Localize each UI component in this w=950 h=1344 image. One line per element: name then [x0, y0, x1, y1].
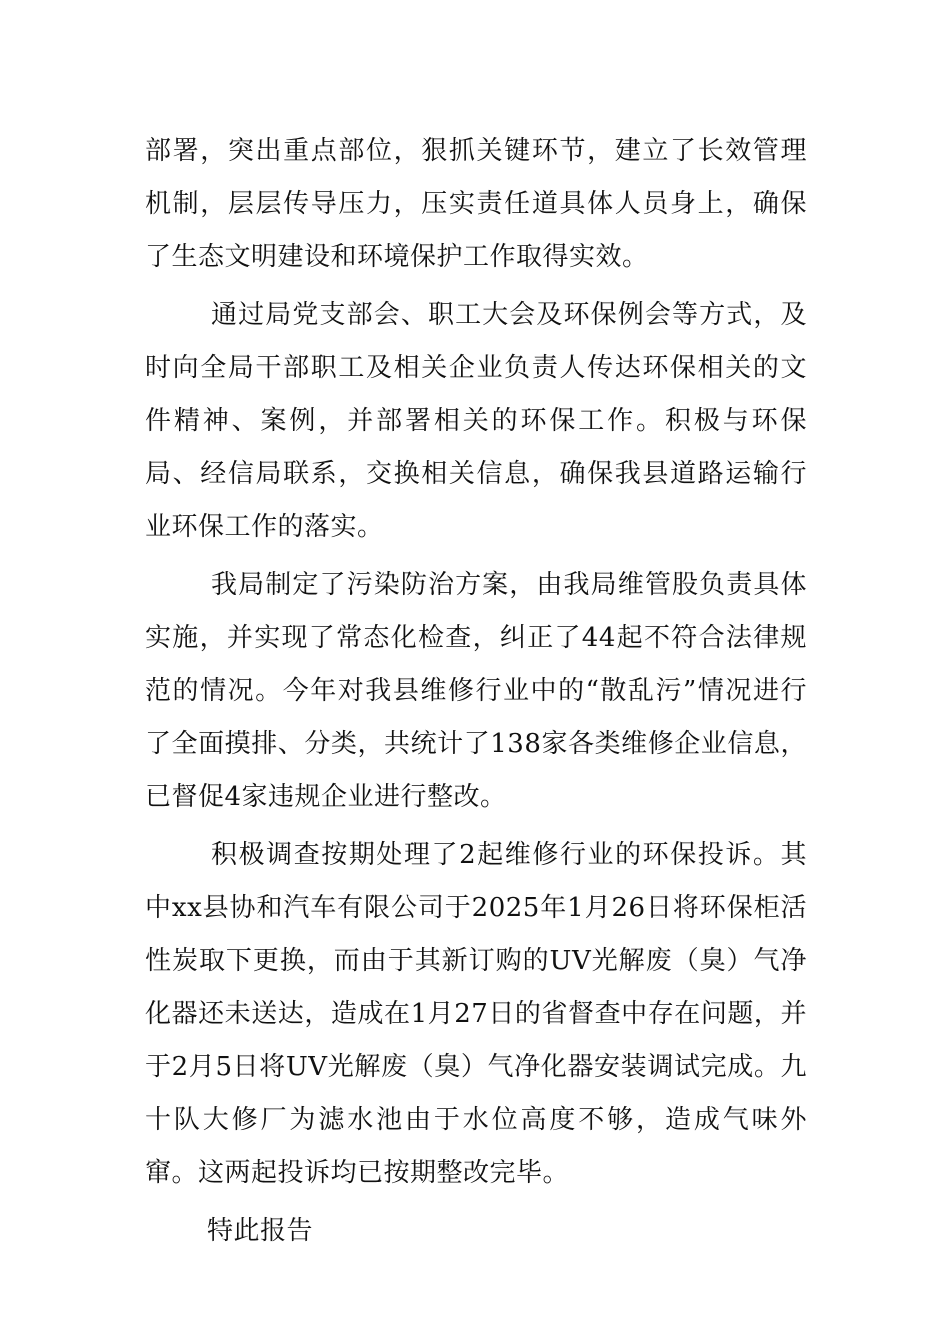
closing-line: 特此报告	[207, 1216, 314, 1246]
paragraph-2: 通过局党支部会、职工大会及环保例会等方式，及时向全局干部职工及相关企业负责人传达环保相关的文件精神、案例，并部署相关的环保工作。积极与环保局、经信局联系，交换相关信息，确保我县道路运输行业环保工作的落实。	[145, 300, 807, 542]
document-body	[145, 125, 807, 1258]
paragraph-1: 部署，突出重点部位，狠抓关键环节，建立了长效管理机制，层层传导压力，压实责任道具体人员身上，确保了生态文明建设和环境保护工作取得实效。	[145, 136, 807, 272]
paragraph-4: 积极调查按期处理了2起维修行业的环保投诉。其中xx县协和汽车有限公司于2025年1月26日将环保柜活性炭取下更换，而由于其新订购的UV光解废（臭）气净化器还未送达，造成在1月27日的省督查中存在问题，并于2月5日将UV光解废（臭）气净化器安装调试完成。九十队大修厂为滤水池由于水位高度不够，造成气味外窜。这两起投诉均已按期整改完毕。	[145, 840, 807, 1188]
paragraph-3: 我局制定了污染防治方案，由我局维管股负责具体实施，并实现了常态化检查，纠正了44起不符合法律规范的情况。今年对我县维修行业中的“散乱污”情况进行了全面摸排、分类，共统计了138家各类维修企业信息，已督促4家违规企业进行整改。	[145, 570, 807, 812]
